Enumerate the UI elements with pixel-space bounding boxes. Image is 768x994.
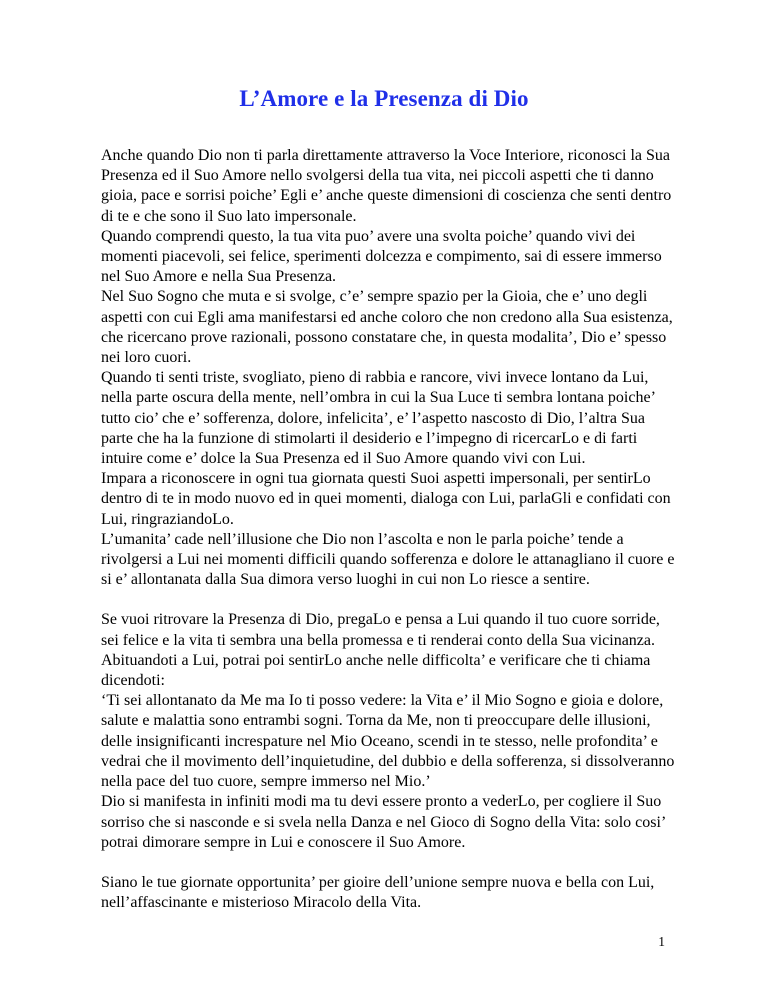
paragraph: Se vuoi ritrovare la Presenza di Dio, pregaLo e pensa a Lui quando il tuo cuore sorride, sei felice e la vita ti sembra una bella promessa e ti renderai conto della Sua vicinanza. <box>101 611 660 649</box>
page-number: 1 <box>658 934 665 949</box>
document-title: L’Amore e la Presenza di Dio <box>239 86 529 111</box>
paragraph: Quando ti senti triste, svogliato, pieno di rabbia e rancore, vivi invece lontano da Lui, nella parte oscura della mente, nell’ombra in cui la Sua Luce ti sembra lontana poiche’ tutto cio’ che e’ sofferenza, dolore, infelicita’, e’ l’aspetto nascosto di Dio, l’altra Sua parte che ha la funzione di stimolarti il desiderio e l’impegno di ricercarLo e di farti intuire come e’ dolce la Sua Presenza ed il Suo Amore quando vivi con Lui. <box>101 369 655 468</box>
paragraph: Abituandoti a Lui, potrai poi sentirLo anche nelle difficolta’ e verificare che ti chiama dicendoti: <box>101 651 651 690</box>
paragraph-spacer <box>101 853 676 873</box>
paragraph: L’umanita’ cade nell’illusione che Dio non l’ascolta e non le parla poiche’ tende a rivolgersi a Lui nei momenti difficili quando sofferenza e dolore le attanagliano il cuore e si e’ allontanata dalla Sua dimora verso luoghi in cui non Lo riesce a sentire. <box>101 530 675 589</box>
paragraph: Nel Suo Sogno che muta e si svolge, c’e’ sempre spazio per la Gioia, che e’ uno degli aspetti con cui Egli ama manifestarsi ed anche coloro che non credono alla Sua esistenza, che ricercano prove razionali, possono constatare che, in questa modalita’, Dio e’ spesso nei loro cuori. <box>101 288 673 367</box>
paragraph: ‘Ti sei allontanato da Me ma Io ti posso vedere: la Vita e’ il Mio Sogno e gioia e dolore, salute e malattia sono entrambi sogni. Torna da Me, non ti preoccupare delle illusioni, delle insignificanti increspature nel Mio Oceano, scendi in te stesso, nelle profondita’ e vedrai che il movimento dell’inquietudine, del dubbio e della sofferenza, si dissolveranno nella pace del tuo cuore, sempre immerso nel Mio.’ <box>101 692 675 791</box>
paragraph: Anche quando Dio non ti parla direttamente attraverso la Voce Interiore, riconosci la Sua Presenza ed il Suo Amore nello svolgersi della tua vita, nei piccoli aspetti che ti danno gioia, pace e sorrisi poiche’ Egli e’ anche queste dimensioni di coscienza che senti dentro di te e che sono il Suo lato impersonale. <box>101 147 672 225</box>
paragraph-spacer <box>101 590 676 610</box>
paragraph: Quando comprendi questo, la tua vita puo’ avere una svolta poiche’ quando vivi dei momenti piacevoli, sei felice, sperimenti dolcezza e compimento, sai di essere immerso nel Suo Amore e nella Sua Presenza. <box>101 227 662 286</box>
paragraph: Impara a riconoscere in ogni tua giornata questi Suoi aspetti impersonali, per sentirLo dentro di te in modo nuovo ed in quei momenti, dialoga con Lui, parlaGli e confidati con Lui, ringraziandoLo. <box>101 470 671 528</box>
document-body <box>101 146 676 913</box>
paragraph: Dio si manifesta in infiniti modi ma tu devi essere pronto a vederLo, per cogliere il Suo sorriso che si nasconde e si svela nella Danza e nel Gioco di Sogno della Vita: solo cosi’ potrai dimorare sempre in Lui e conoscere il Suo Amore. <box>101 793 666 851</box>
paragraph: Siano le tue giornate opportunita’ per gioire dell’unione sempre nuova e bella con Lui, nell’affascinante e misterioso Miracolo della Vita. <box>101 873 655 912</box>
